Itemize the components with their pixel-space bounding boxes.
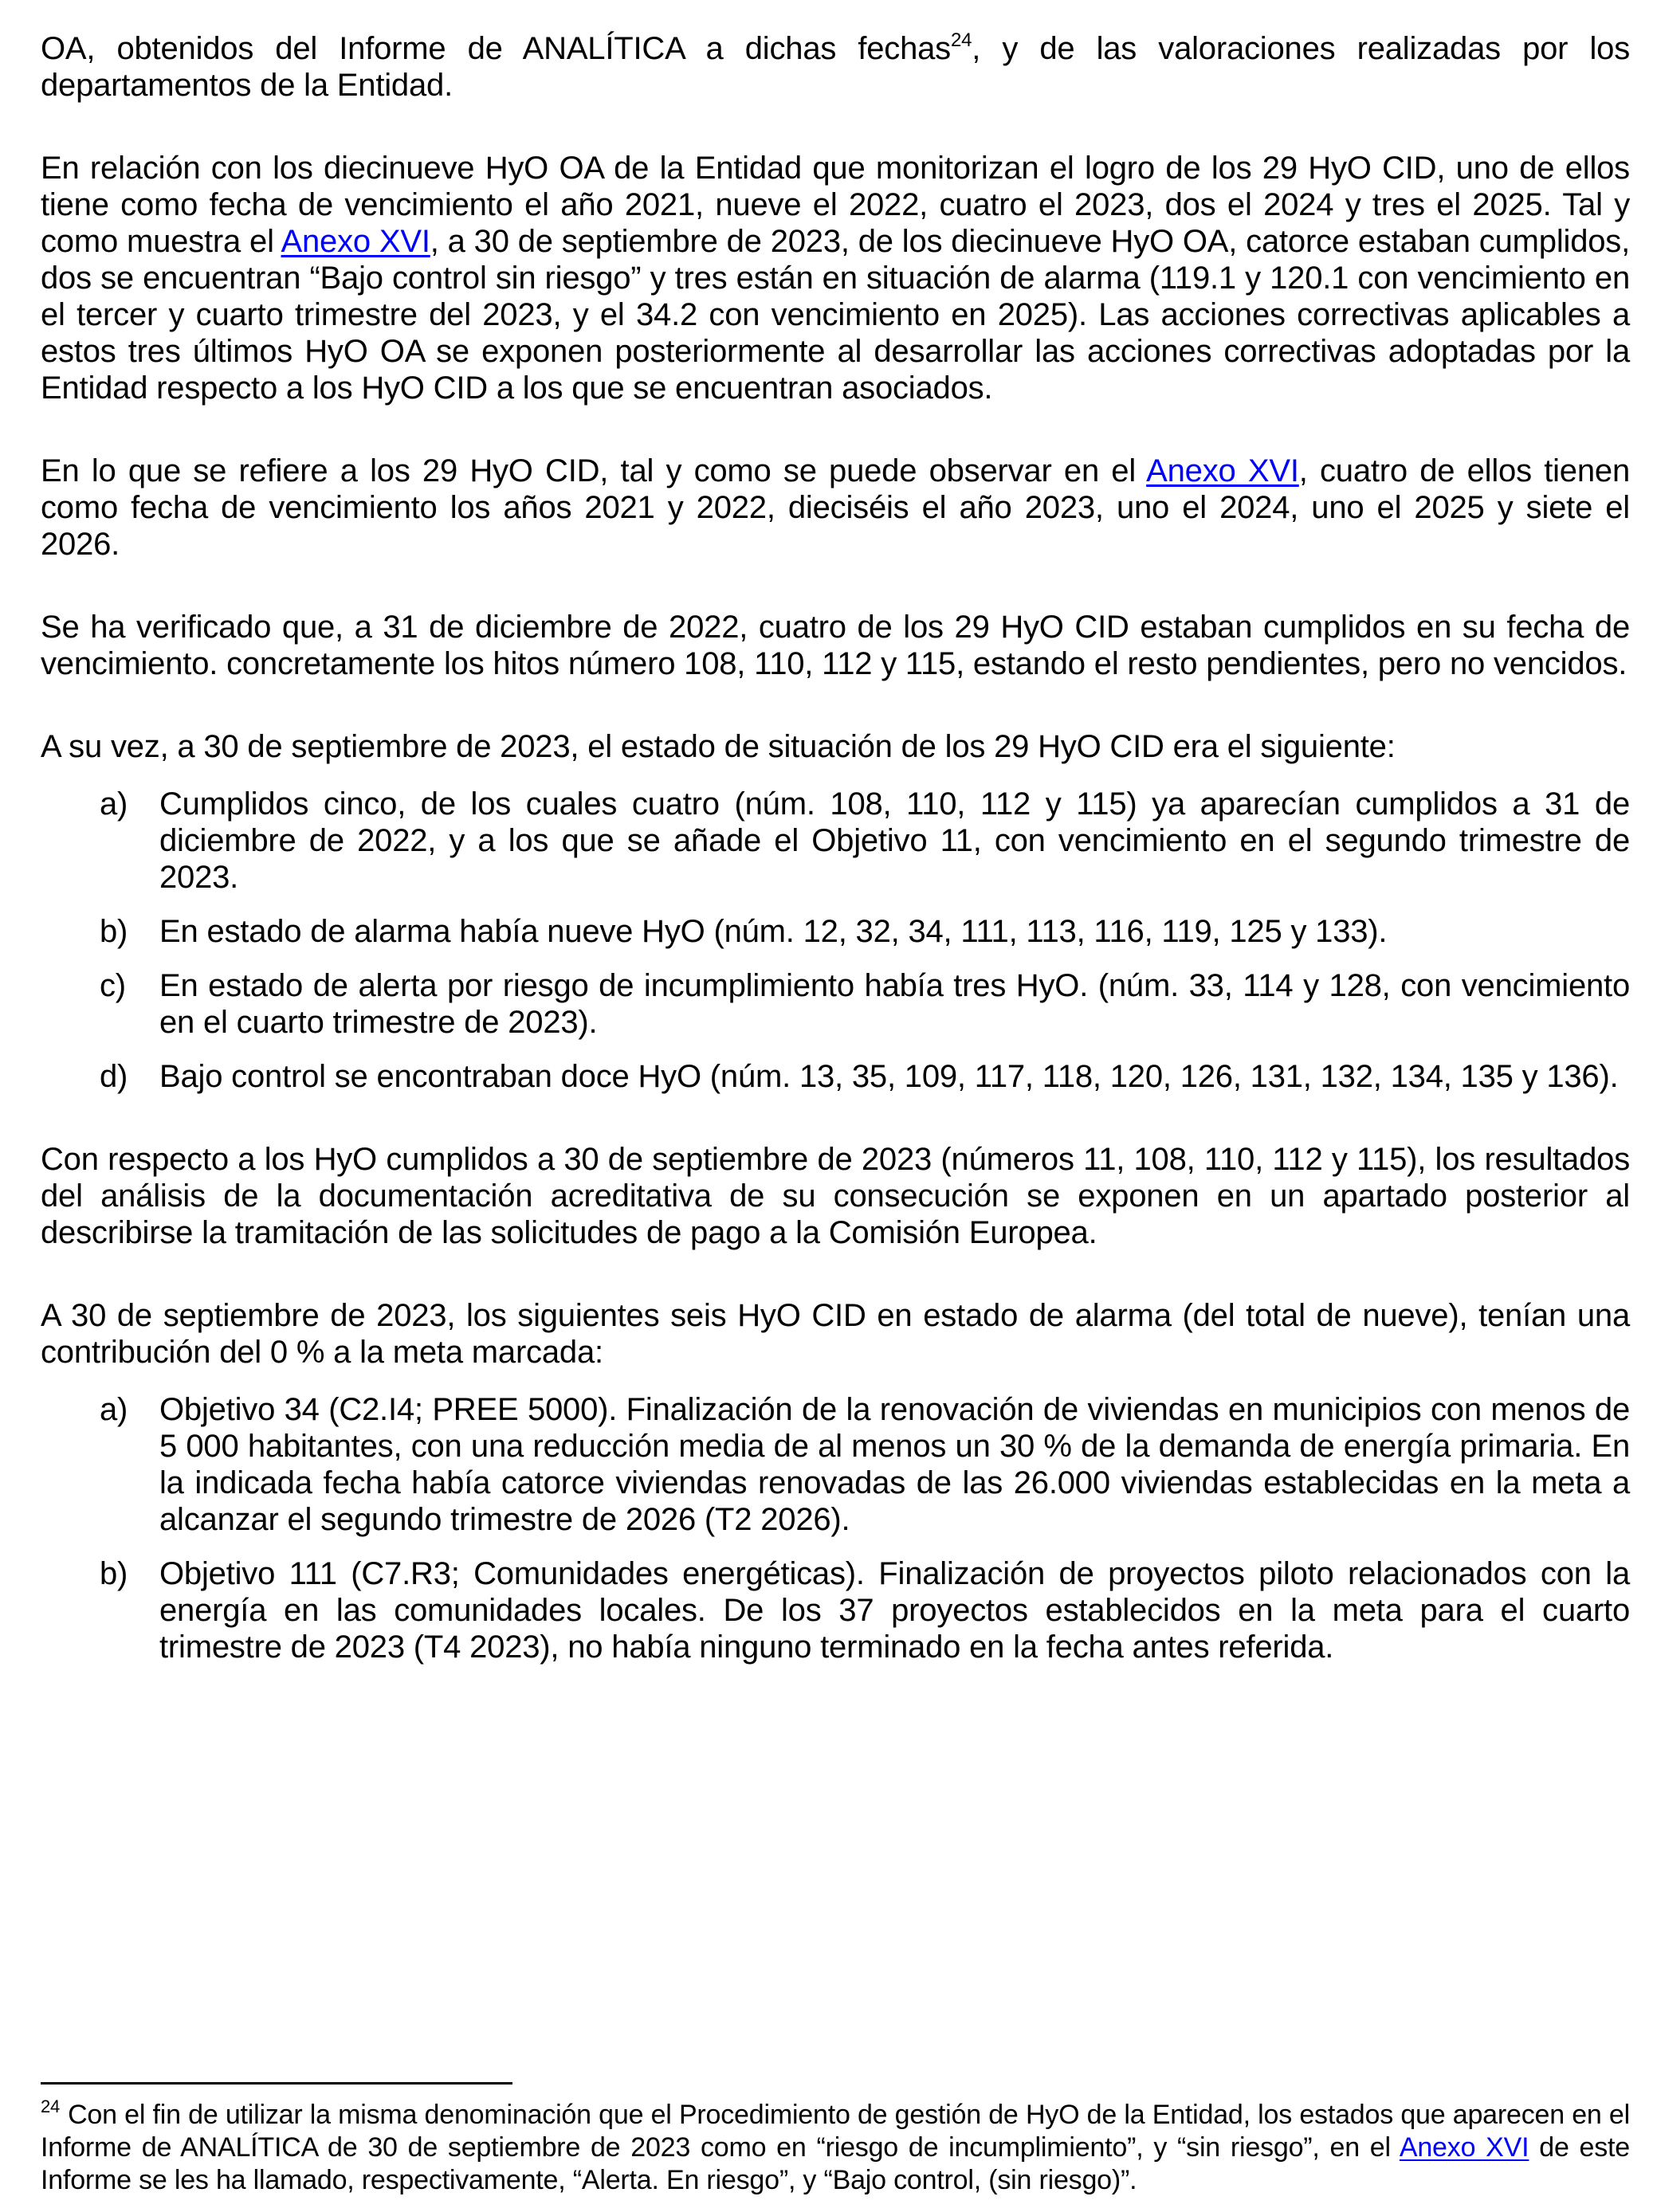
paragraph-text: En relación con los diecinueve HyO OA de la Entidad que monitorizan el logro de los 29 HyO CID, uno de ellos tiene como fecha de vencimiento el año 2021, nueve el 2022, cuatro el 2023, dos el 2024 y tres el 2025. Tal y como muestra el (41, 151, 1630, 259)
list-item-text: En estado de alarma había nueve HyO (núm. 12, 32, 34, 111, 113, 116, 119, 125 y 133). (159, 914, 1388, 949)
list-marker: a) (100, 1392, 128, 1427)
paragraph-hyo-oa-status (41, 150, 1630, 406)
list-item (41, 913, 1630, 950)
list-item (41, 1555, 1630, 1665)
anexo-xvi-link[interactable]: Anexo XVI (1146, 453, 1299, 488)
list-item (41, 1058, 1630, 1095)
alarm-list (41, 1391, 1630, 1665)
list-item-text: Objetivo 111 (C7.R3; Comunidades energéticas). Finalización de proyectos piloto relacionados con la energía en las comunidades locales. De los 37 proyectos establecidos en la meta para el cuarto trimestre de 2023 (T4 2023), no había ninguno terminado en la fecha antes referida. (159, 1556, 1630, 1665)
list-item (41, 786, 1630, 896)
footnote-text: de este Informe se les ha llamado, respectivamente, “Alerta. En riesgo”, y “Bajo control, (sin riesgo)”. (41, 2132, 1630, 2195)
paragraph-text: , cuatro de ellos tienen como fecha de vencimiento los años 2021 y 2022, dieciséis el año 2023, uno el 2024, uno el 2025 y siete el 2026. (41, 453, 1630, 562)
list-marker: c) (100, 968, 126, 1003)
footnote-number: 24 (41, 2096, 61, 2116)
footnote-separator (41, 2082, 512, 2085)
paragraph-fulfilled-hyo: Con respecto a los HyO cumplidos a 30 de septiembre de 2023 (números 11, 108, 110, 112 y 115), los resultados del análisis de la documentación acreditativa de su consecución se exponen en un apartado posterior al describirse la tramitación de las solicitudes de pago a la Comisión Europea. (41, 1142, 1630, 1250)
list-item-text: Cumplidos cinco, de los cuales cuatro (núm. 108, 110, 112 y 115) ya aparecían cumplidos a 31 de diciembre de 2022, y a los que se añade el Objetivo 11, con vencimiento en el segundo trimestre de 2023. (159, 786, 1630, 895)
list-item (41, 1391, 1630, 1538)
paragraph-text: , y de las valoraciones realizadas por los departamentos de la Entidad. (41, 31, 1630, 103)
list-item-text: Objetivo 34 (C2.I4; PREE 5000). Finalización de la renovación de viviendas en municipios con menos de 5 000 habitantes, con una reducción media de al menos un 30 % de la demanda de energía primaria. En la indicada fecha había catorce viviendas renovadas de las 26.000 viviendas establecidas en la meta a alcanzar el segundo trimestre de 2026 (T2 2026). (159, 1392, 1630, 1537)
list-item-text: Bajo control se encontraban doce HyO (núm. 13, 35, 109, 117, 118, 120, 126, 131, 132, 134, 135 y 136). (159, 1059, 1619, 1094)
paragraph-verification-2022: Se ha verificado que, a 31 de diciembre de 2022, cuatro de los 29 HyO CID estaban cumplidos en su fecha de vencimiento. concretamente los hitos número 108, 110, 112 y 115, estando el resto pendientes, pero no vencidos. (41, 610, 1630, 681)
anexo-xvi-link[interactable]: Anexo XVI (1399, 2132, 1529, 2163)
anexo-xvi-link[interactable]: Anexo XVI (281, 224, 430, 259)
list-item-text: En estado de alerta por riesgo de incumplimiento había tres HyO. (núm. 33, 114 y 128, con vencimiento en el cuarto trimestre de 2023). (159, 968, 1630, 1040)
list-item (41, 967, 1630, 1041)
list-marker: b) (100, 1556, 128, 1591)
document-page (41, 30, 1630, 1712)
paragraph-text: OA, obtenidos del Informe de ANALÍTICA a dichas fechas (41, 31, 951, 66)
paragraph-analytics-source (41, 30, 1630, 104)
list-marker: b) (100, 914, 128, 949)
paragraph-hyo-cid-due-dates (41, 453, 1630, 563)
list-marker: d) (100, 1059, 128, 1094)
paragraph-status-intro: A su vez, a 30 de septiembre de 2023, el estado de situación de los 29 HyO CID era el siguiente: (41, 729, 1396, 764)
paragraph-text: , a 30 de septiembre de 2023, de los diecinueve HyO OA, catorce estaban cumplidos, dos se encuentran “Bajo control sin riesgo” y tres están en situación de alarma (119.1 y 120.1 con vencimiento en el tercer y cuarto trimestre del 2023, y el 34.2 con vencimiento en 2025). Las acciones correctivas aplicables a estos tres últimos HyO OA se exponen posteriormente al desarrollar las acciones correctivas adoptadas por la Entidad respecto a los HyO CID a los que se encuentran asociados. (41, 224, 1630, 406)
list-marker: a) (100, 786, 128, 822)
paragraph-text: En lo que se refiere a los 29 HyO CID, tal y como se puede observar en el (41, 453, 1147, 488)
footnote-24 (41, 2096, 1630, 2197)
footnote-text: Con el fin de utilizar la misma denominación que el Procedimiento de gestión de HyO de la Entidad, los estados que aparecen en el Informe de ANALÍTICA de 30 de septiembre de 2023 como en “riesgo de incumplimiento”, y “sin riesgo”, en el (41, 2100, 1630, 2163)
paragraph-alarm-intro: A 30 de septiembre de 2023, los siguientes seis HyO CID en estado de alarma (del total de nueve), tenían una contribución del 0 % a la meta marcada: (41, 1298, 1630, 1370)
footnote-reference-24[interactable]: 24 (950, 29, 972, 51)
status-list (41, 786, 1630, 1095)
